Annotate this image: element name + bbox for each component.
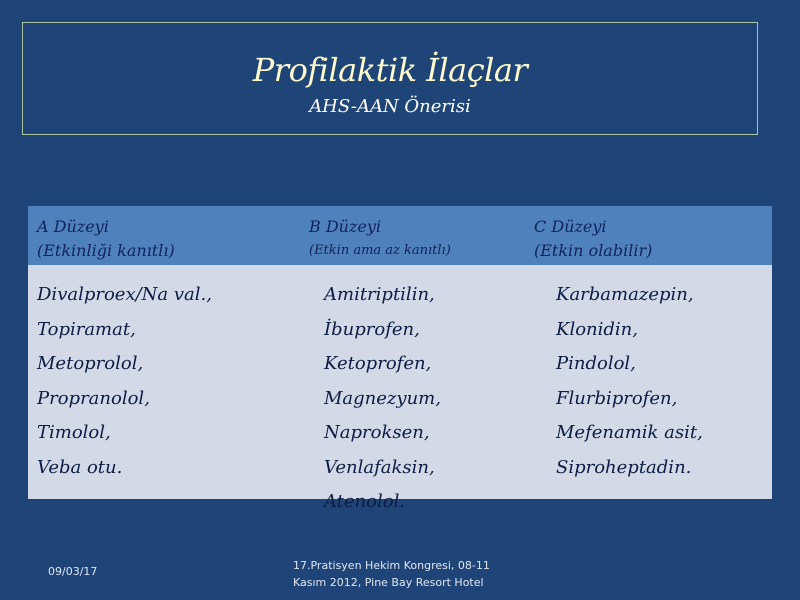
table-header xyxy=(28,206,772,265)
list-item: İbuprofen, xyxy=(324,318,420,340)
list-item: Klonidin, xyxy=(556,318,638,340)
column-level-b xyxy=(324,278,441,520)
list-item: Topiramat, xyxy=(37,318,136,340)
header-level-c-title: C Düzeyi xyxy=(534,217,607,236)
header-level-a-note: (Etkinliği kanıtlı) xyxy=(37,241,175,260)
title-box xyxy=(22,22,758,135)
list-item: Mefenamik asit, xyxy=(556,422,703,443)
slide-subtitle: AHS-AAN Önerisi xyxy=(309,96,471,117)
slide-title: Profilaktik İlaçlar xyxy=(252,51,528,89)
list-item: Amitriptilin, xyxy=(324,284,435,305)
footer-date: 09/03/17 xyxy=(48,565,98,578)
list-item: Pindolol, xyxy=(556,353,636,374)
list-item: Ketoprofen, xyxy=(324,353,432,374)
header-level-b-note: (Etkin ama az kanıtlı) xyxy=(309,243,451,258)
list-item: Naproksen, xyxy=(324,422,430,443)
list-item: Siproheptadin. xyxy=(556,456,692,478)
header-level-a-title: A Düzeyi xyxy=(37,217,109,236)
header-level-b-title: B Düzeyi xyxy=(309,217,382,236)
drug-table xyxy=(28,206,772,512)
list-item: Propranolol, xyxy=(37,387,150,409)
list-item: Divalproex/Na val., xyxy=(37,284,212,305)
header-level-a xyxy=(37,215,175,263)
footer-event-line-1: 17.Pratisyen Hekim Kongresi, 08-11 xyxy=(293,559,490,572)
header-level-c-note: (Etkin olabilir) xyxy=(534,241,653,260)
list-item: Atenolol. xyxy=(324,491,406,512)
list-item: Karbamazepin, xyxy=(556,284,694,305)
list-item: Venlafaksin, xyxy=(324,456,435,478)
header-level-b xyxy=(309,215,451,263)
column-level-c xyxy=(556,278,703,485)
column-level-a xyxy=(37,278,212,485)
list-item: Metoprolol, xyxy=(37,353,144,374)
list-item: Magnezyum, xyxy=(324,387,441,409)
header-level-c xyxy=(534,215,652,263)
list-item: Veba otu. xyxy=(37,456,123,478)
footer-event-line-2: Kasım 2012, Pine Bay Resort Hotel xyxy=(293,576,484,589)
list-item: Flurbiprofen, xyxy=(556,387,678,409)
footer-event xyxy=(293,557,533,591)
list-item: Timolol, xyxy=(37,422,111,443)
